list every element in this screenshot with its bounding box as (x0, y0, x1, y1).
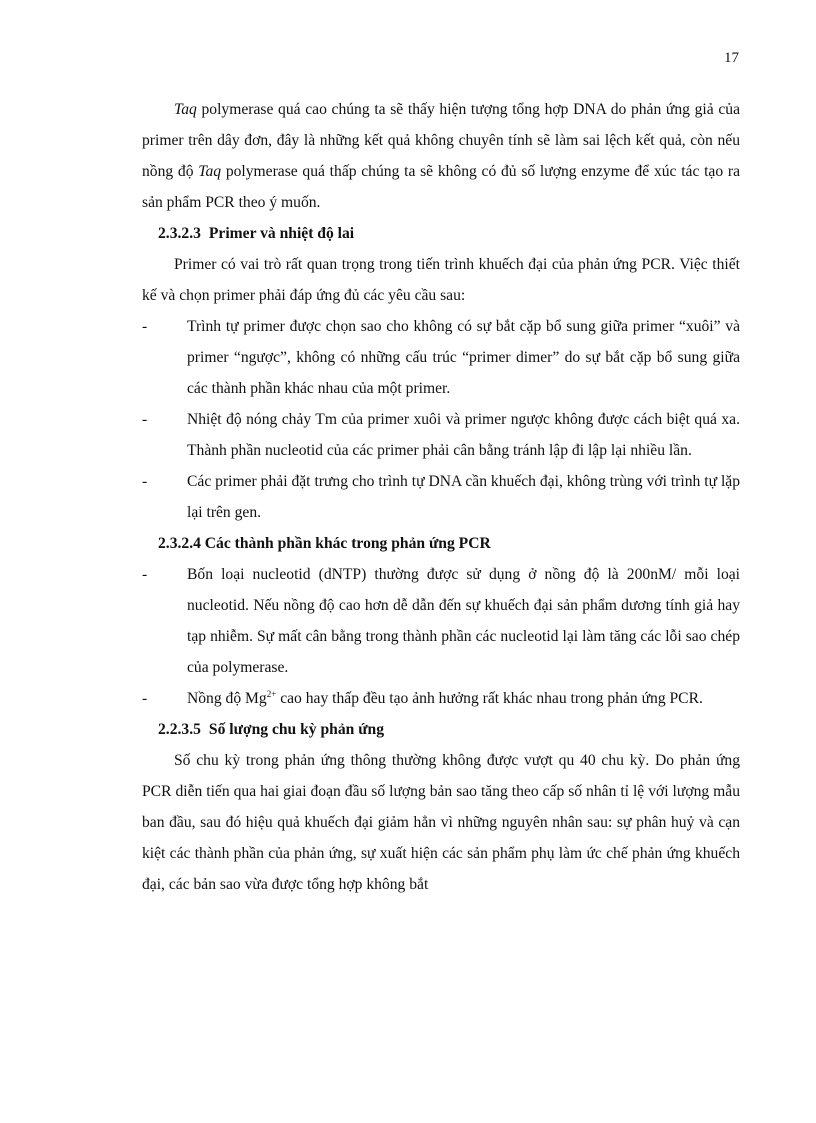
heading-number: 2.3.2.3 (158, 225, 201, 242)
heading-other-components: 2.3.2.4 Các thành phần khác trong phản ứng PCR (158, 535, 491, 552)
list-item (142, 404, 740, 466)
list-item-text: cao hay thấp đều tạo ảnh hưởng rất khác nhau trong phản ứng PCR. (276, 690, 703, 707)
list-item (142, 466, 740, 528)
list-item-text: Bốn loại nucleotid (dNTP) thường được sử dụng ở nồng độ là 200nM/ mỗi loại nucleotid. Nếu nồng độ cao hơn dễ dẫn đến sự khuếch đại sản phẩm dương tính giả hay tạp nhiễm. Sự mất cân bằng trong thành phần các nucleotid lại làm tăng các lỗi sao chép của polymerase. (187, 566, 740, 676)
page-content (142, 94, 740, 900)
dash-marker: - (142, 690, 148, 707)
dash-marker: - (142, 411, 148, 428)
dash-marker: - (142, 473, 148, 490)
heading-title: Primer và nhiệt độ lai (208, 225, 355, 242)
taq-italic: Taq (198, 163, 222, 180)
superscript: 2+ (266, 688, 277, 699)
list-item-text: Các primer phải đặt trưng cho trình tự DNA cần khuếch đại, không trùng với trình tự lặp lại trên gen. (187, 473, 740, 521)
paragraph-cycle-count: Số chu kỳ trong phản ứng thông thường không được vượt qu 40 chu kỳ. Do phản ứng PCR diễn tiến qua hai giai đoạn đầu số lượng bản sao tăng theo cấp số nhân tỉ lệ với lượng mẫu ban đầu, sau đó hiệu quả khuếch đại giảm hẳn vì những nguyên nhân sau: sự phân huỷ và cạn kiệt các thành phần của phản ứng, sự xuất hiện các sản phẩm phụ làm ức chế phản ứng khuếch đại, các bản sao vừa được tổng hợp không bắt (142, 752, 740, 893)
paragraph-primer-role: Primer có vai trò rất quan trọng trong tiến trình khuếch đại của phản ứng PCR. Việc thiết kế và chọn primer phải đáp ứng đủ các yêu cầu sau: (142, 256, 740, 304)
heading-number: 2.2.3.5 (158, 721, 201, 738)
heading-primer-annealing (142, 218, 740, 249)
page-number: 17 (724, 50, 739, 66)
paragraph-text: polymerase quá thấp chúng ta sẽ không có đủ số lượng enzyme để xúc tác tạo ra sản phẩm PCR theo ý muốn. (142, 163, 740, 211)
heading-cycle-count (142, 714, 740, 745)
heading-title: Số lượng chu kỳ phản ứng (208, 721, 385, 738)
paragraph-text: polymerase quá cao chúng ta sẽ thấy hiện tượng tổng hợp DNA do phản ứng giả của primer trên dây đơn, đây là những kết quả không chuyên tính sẽ làm sai lệch kết quả, còn nếu nồng độ (142, 101, 740, 180)
dash-marker: - (142, 566, 148, 583)
list-item (142, 683, 740, 714)
list-item (142, 559, 740, 683)
list-item (142, 311, 740, 404)
list-item-text: Nồng độ Mg (187, 690, 267, 707)
list-item-text: Trình tự primer được chọn sao cho không có sự bắt cặp bổ sung giữa primer “xuôi” và primer “ngược”, không có những cấu trúc “primer dimer” do sự bắt cặp bổ sung giữa các thành phần khác nhau của một primer. (187, 318, 740, 397)
dash-marker: - (142, 318, 148, 335)
list-item-text: Nhiệt độ nóng chảy Tm của primer xuôi và primer ngược không được cách biệt quá xa. Thành phần nucleotid của các primer phải cân bằng tránh lập đi lập lại nhiều lần. (187, 411, 740, 459)
paragraph-taq-polymerase (142, 94, 740, 218)
taq-italic: Taq (174, 101, 197, 118)
